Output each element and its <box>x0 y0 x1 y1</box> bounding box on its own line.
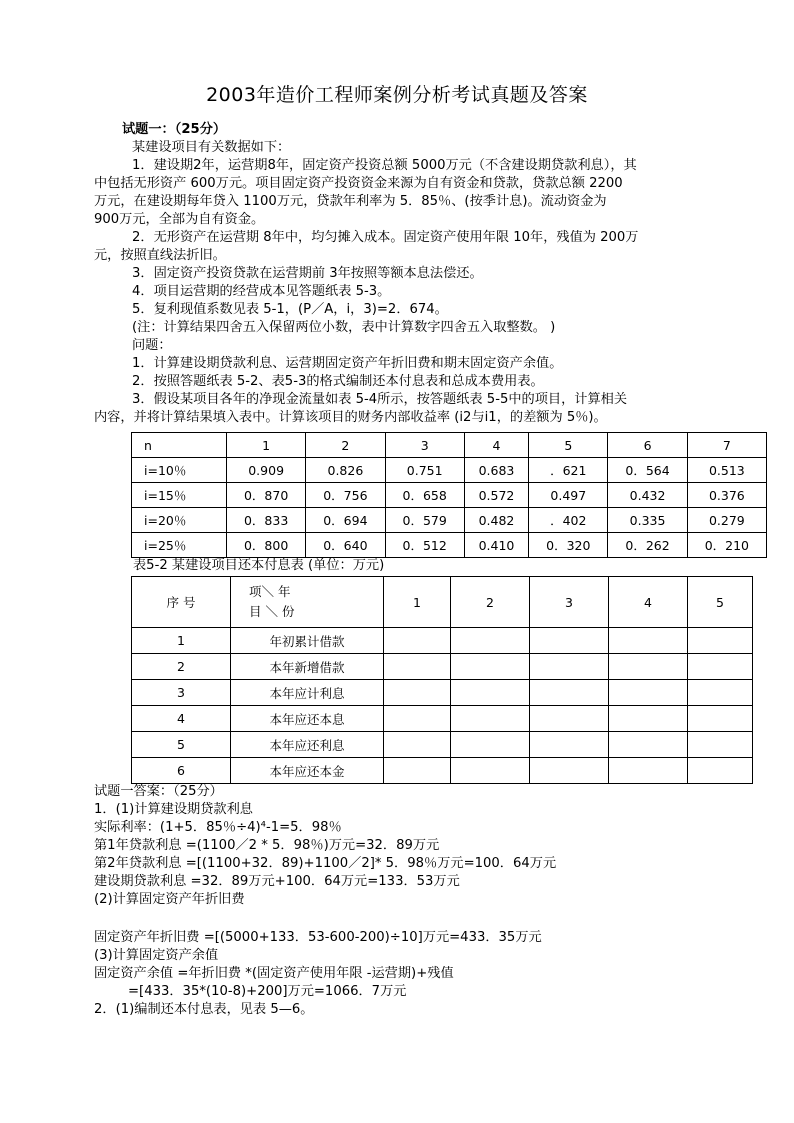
table-cell: 0.909 <box>227 458 306 483</box>
table-cell[interactable] <box>609 680 688 706</box>
table-cell: 3 <box>530 577 609 628</box>
paragraph-line: 5．复利现值系数见表 5-1，(P／A，i，3)=2．674。 <box>132 302 448 317</box>
table-cell[interactable] <box>451 706 530 732</box>
loan-repayment-table <box>131 576 753 784</box>
table-cell: n <box>132 433 227 458</box>
table-cell[interactable] <box>688 732 753 758</box>
table-cell: ．402 <box>529 508 608 533</box>
table-cell[interactable] <box>609 654 688 680</box>
table-cell: i=25％ <box>132 533 227 558</box>
table-cell[interactable] <box>384 732 451 758</box>
table-cell: 0.826 <box>306 458 385 483</box>
table-cell: 0.751 <box>385 458 464 483</box>
table-cell[interactable] <box>688 758 753 784</box>
table-cell: 4 <box>609 577 688 628</box>
table-cell: 0.410 <box>464 533 528 558</box>
table-row <box>132 732 753 758</box>
paragraph-line: 2．按照答题纸表 5-2、表5-3的格式编制还本付息表和总成本费用表。 <box>132 374 544 389</box>
table-cell[interactable] <box>609 628 688 654</box>
table-cell[interactable] <box>609 758 688 784</box>
table-cell: 0.497 <box>529 483 608 508</box>
table-cell: 0．262 <box>608 533 687 558</box>
paragraph-line: 中包括无形资产 600万元。项目固定资产投资资金来源为自有资金和贷款，贷款总额 2200 <box>94 176 623 191</box>
table-cell: 6 <box>132 758 231 784</box>
table-cell: 0．658 <box>385 483 464 508</box>
table-cell: 0．870 <box>227 483 306 508</box>
table-cell: 0．756 <box>306 483 385 508</box>
answer-line: 建设期贷款利息 =32．89万元+100．64万元=133．53万元 <box>94 874 460 889</box>
answer-line: 2．(1)编制还本付息表，见表 5—6。 <box>94 1002 314 1017</box>
table-cell: 0．694 <box>306 508 385 533</box>
table-cell: 0.335 <box>608 508 687 533</box>
table-cell[interactable] <box>609 732 688 758</box>
table-cell: 本年应计利息 <box>231 680 384 706</box>
table-cell: 0．640 <box>306 533 385 558</box>
table-cell[interactable] <box>451 758 530 784</box>
table-row <box>132 654 753 680</box>
table-row <box>132 458 767 483</box>
answer-heading: 试题一答案：（25分） <box>94 784 223 799</box>
table-cell: 5 <box>529 433 608 458</box>
table-cell: 1 <box>227 433 306 458</box>
table-cell[interactable] <box>384 706 451 732</box>
table-cell[interactable] <box>530 628 609 654</box>
table-cell: 5 <box>132 732 231 758</box>
paragraph-line: 1．计算建设期贷款利息、运营期固定资产年折旧费和期末固定资产余值。 <box>132 356 563 371</box>
table-cell: 6 <box>608 433 687 458</box>
table-cell[interactable] <box>530 732 609 758</box>
table-cell: 4 <box>132 706 231 732</box>
table-row <box>132 483 767 508</box>
table-cell: i=20％ <box>132 508 227 533</box>
table-cell: 0.432 <box>608 483 687 508</box>
table-cell: 本年应还本金 <box>231 758 384 784</box>
table-cell: 1 <box>132 628 231 654</box>
table-cell: ．621 <box>529 458 608 483</box>
paragraph-line: (注：计算结果四舍五入保留两位小数，表中计算数字四舍五入取整数。 ) <box>132 320 556 335</box>
table-row <box>132 508 767 533</box>
table-row <box>132 628 753 654</box>
answer-line: 固定资产余值 =年折旧费 *(固定资产使用年限 -运营期)+残值 <box>94 966 454 981</box>
answer-line: =[433．35*(10-8)+200]万元=1066．7万元 <box>128 984 407 999</box>
table-cell[interactable] <box>384 680 451 706</box>
table-cell: 0.513 <box>687 458 766 483</box>
answer-line: 实际利率：(1+5．85％÷4)⁴-1=5．98％ <box>94 820 342 835</box>
table-cell[interactable] <box>384 654 451 680</box>
paragraph-line: 3．固定资产投资贷款在运营期前 3年按照等额本息法偿还。 <box>132 266 483 281</box>
table-cell: 年初累计借款 <box>231 628 384 654</box>
present-value-factor-table <box>131 432 767 558</box>
table-cell[interactable] <box>384 758 451 784</box>
answer-line: 第2年贷款利息 =[(1100+32．89)+1100／2]* 5．98％万元=100．64万元 <box>94 856 557 871</box>
table-row <box>132 533 767 558</box>
table-cell: 0.482 <box>464 508 528 533</box>
table-cell[interactable] <box>451 732 530 758</box>
table-cell: i=15％ <box>132 483 227 508</box>
answer-line: 1．(1)计算建设期贷款利息 <box>94 802 253 817</box>
table-cell[interactable] <box>451 654 530 680</box>
paragraph-line: 内容，并将计算结果填入表中。计算该项目的财务内部收益率 (i2与i1，的差额为 5％)。 <box>94 410 607 425</box>
table-cell: 0．800 <box>227 533 306 558</box>
answer-line: (2)计算固定资产年折旧费 <box>94 892 245 907</box>
table-cell: 3 <box>132 680 231 706</box>
paragraph-line: 某建设项目有关数据如下： <box>132 140 291 155</box>
question-heading: 试题一：（25分） <box>122 122 227 137</box>
table-caption: 表5-2 某建设项目还本付息表 (单位：万元) <box>133 558 385 573</box>
table-cell[interactable] <box>688 654 753 680</box>
paragraph-line: 2．无形资产在运营期 8年中，均匀摊入成本。固定资产使用年限 10年，残值为 200万 <box>132 230 639 245</box>
header-item-line: 目 ＼ 份 <box>249 604 295 619</box>
table-header-row <box>132 577 753 628</box>
table-cell: 本年新增借款 <box>231 654 384 680</box>
table-cell: 0．210 <box>687 533 766 558</box>
table-cell: 1 <box>384 577 451 628</box>
table-cell[interactable] <box>688 680 753 706</box>
table-cell: 0.376 <box>687 483 766 508</box>
answer-line: 固定资产年折旧费 =[(5000+133．53-600-200)÷10]万元=433．35万元 <box>94 930 542 945</box>
table-cell[interactable] <box>530 680 609 706</box>
paragraph-line: 1．建设期2年，运营期8年，固定资产投资总额 5000万元（不含建设期贷款利息），其 <box>132 158 637 173</box>
table-cell: 0．564 <box>608 458 687 483</box>
table-cell: 0．833 <box>227 508 306 533</box>
paragraph-line: 问题： <box>132 338 172 353</box>
table-cell: 2 <box>306 433 385 458</box>
table-cell: 2 <box>451 577 530 628</box>
table-cell[interactable] <box>530 654 609 680</box>
answer-line: (3)计算固定资产余值 <box>94 948 219 963</box>
table-cell[interactable] <box>530 706 609 732</box>
table-cell[interactable] <box>530 758 609 784</box>
table-cell: 5 <box>688 577 753 628</box>
table-cell: 0.572 <box>464 483 528 508</box>
table-cell[interactable] <box>384 628 451 654</box>
table-cell[interactable] <box>451 628 530 654</box>
table-row <box>132 680 753 706</box>
table-cell[interactable] <box>688 628 753 654</box>
table-header-item <box>231 577 384 628</box>
table-header-row <box>132 433 767 458</box>
table-cell: 3 <box>385 433 464 458</box>
table-cell: 0.279 <box>687 508 766 533</box>
paragraph-line: 4．项目运营期的经营成本见答题纸表 5-3。 <box>132 284 391 299</box>
page-title: 2003年造价工程师案例分析考试真题及答案 <box>206 84 588 106</box>
paragraph-line: 3．假设某项目各年的净现金流量如表 5-4所示，按答题纸表 5-5中的项目，计算相关 <box>132 392 628 407</box>
paragraph-line: 万元，在建设期每年贷入 1100万元，贷款年利率为 5．85％、(按季计息)。流动资金为 <box>94 194 607 209</box>
table-cell: 0．512 <box>385 533 464 558</box>
table-cell[interactable] <box>688 706 753 732</box>
table-cell: 0．320 <box>529 533 608 558</box>
table-cell: 本年应还本息 <box>231 706 384 732</box>
table-row <box>132 706 753 732</box>
table-cell: 0.683 <box>464 458 528 483</box>
table-cell: 本年应还利息 <box>231 732 384 758</box>
table-cell: 2 <box>132 654 231 680</box>
answer-line: 第1年贷款利息 =(1100／2 * 5．98％)万元=32．89万元 <box>94 838 440 853</box>
table-row <box>132 758 753 784</box>
table-header-seq: 序 号 <box>132 577 231 628</box>
paragraph-line: 900万元，全部为自有资金。 <box>94 212 265 227</box>
table-cell: 0．579 <box>385 508 464 533</box>
table-cell: 4 <box>464 433 528 458</box>
header-item-line: 项＼ 年 <box>249 584 291 599</box>
table-cell[interactable] <box>451 680 530 706</box>
table-cell: 7 <box>687 433 766 458</box>
table-cell[interactable] <box>609 706 688 732</box>
paragraph-line: 元，按照直线法折旧。 <box>94 248 226 263</box>
table-cell: i=10％ <box>132 458 227 483</box>
